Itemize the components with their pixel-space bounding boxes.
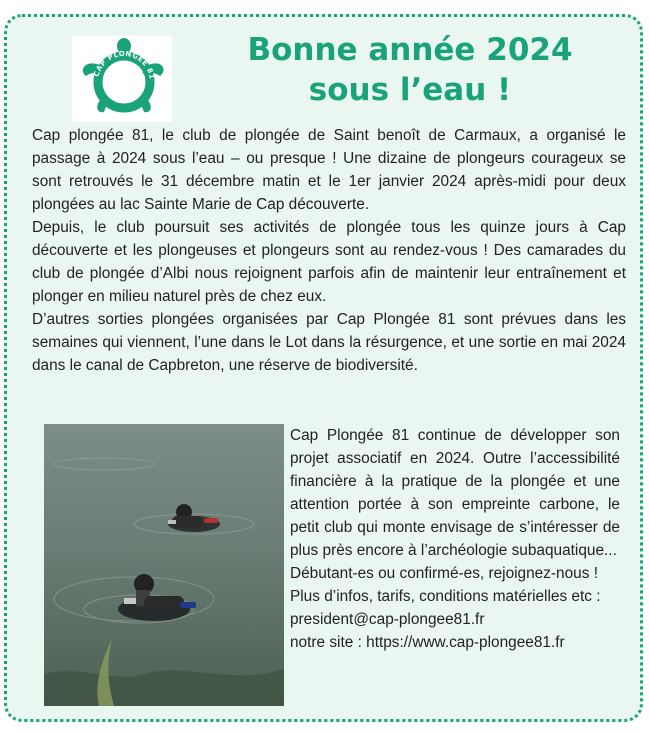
website-line[interactable]: notre site : https://www.cap-plongee81.fr: [290, 634, 565, 651]
side-paragraph-2: Débutant-es ou confirmé-es, rejoignez-nous !: [290, 565, 598, 582]
contact-line: Plus d’infos, tarifs, conditions matérielles etc :: [290, 588, 601, 605]
paragraph-1: Cap plongée 81, le club de plongée de Saint benoît de Carmaux, a organisé le passage à 2024 sous l’eau – ou presque ! Une dizaine de plongeurs courageux se sont retrouvés le 31 décembre matin et le 1er janvier 2024 après-midi pour deux plongées au lac Sainte Marie de Cap découverte.: [32, 127, 626, 213]
title-line-2: sous l’eau !: [308, 72, 512, 108]
article-body: [32, 124, 626, 377]
paragraph-2: Depuis, le club poursuit ses activités de plongée tous les quinze jours à Cap découverte et les plongeuses et plongeurs sont au rendez-vous ! Des camarades du club de plongée d’Albi nous rejoignent parfois afin de maintenir leur entraînement et plonger en milieu naturel près de chez eux.: [32, 219, 626, 305]
divers-in-lake-image: [44, 424, 284, 706]
side-paragraph-1: Cap Plongée 81 continue de développer son projet associatif en 2024. Outre l’accessibilité financière à la pratique de la plongée et une attention portée à son empreinte carbone, le petit club qui monte envisage de s’intéresser de plus près encore à l’archéologie subaquatique...: [290, 427, 620, 559]
turtle-logo-icon: [72, 36, 172, 122]
page-title: [190, 30, 630, 110]
contact-email[interactable]: president@cap-plongee81.fr: [290, 611, 485, 628]
paragraph-3: D’autres sorties plongées organisées par Cap Plongée 81 sont prévues dans les semaines qui viennent, l’une dans le Lot dans la résurgence, et une sortie en mai 2024 dans le canal de Capbreton, une réserve de biodiversité.: [32, 311, 626, 374]
logo-text: CAP PLONGÉE 81: [92, 49, 156, 81]
divers-photo: [44, 424, 284, 706]
title-line-1: Bonne année 2024: [247, 32, 573, 68]
side-column: [290, 424, 620, 654]
club-logo: [72, 36, 172, 122]
